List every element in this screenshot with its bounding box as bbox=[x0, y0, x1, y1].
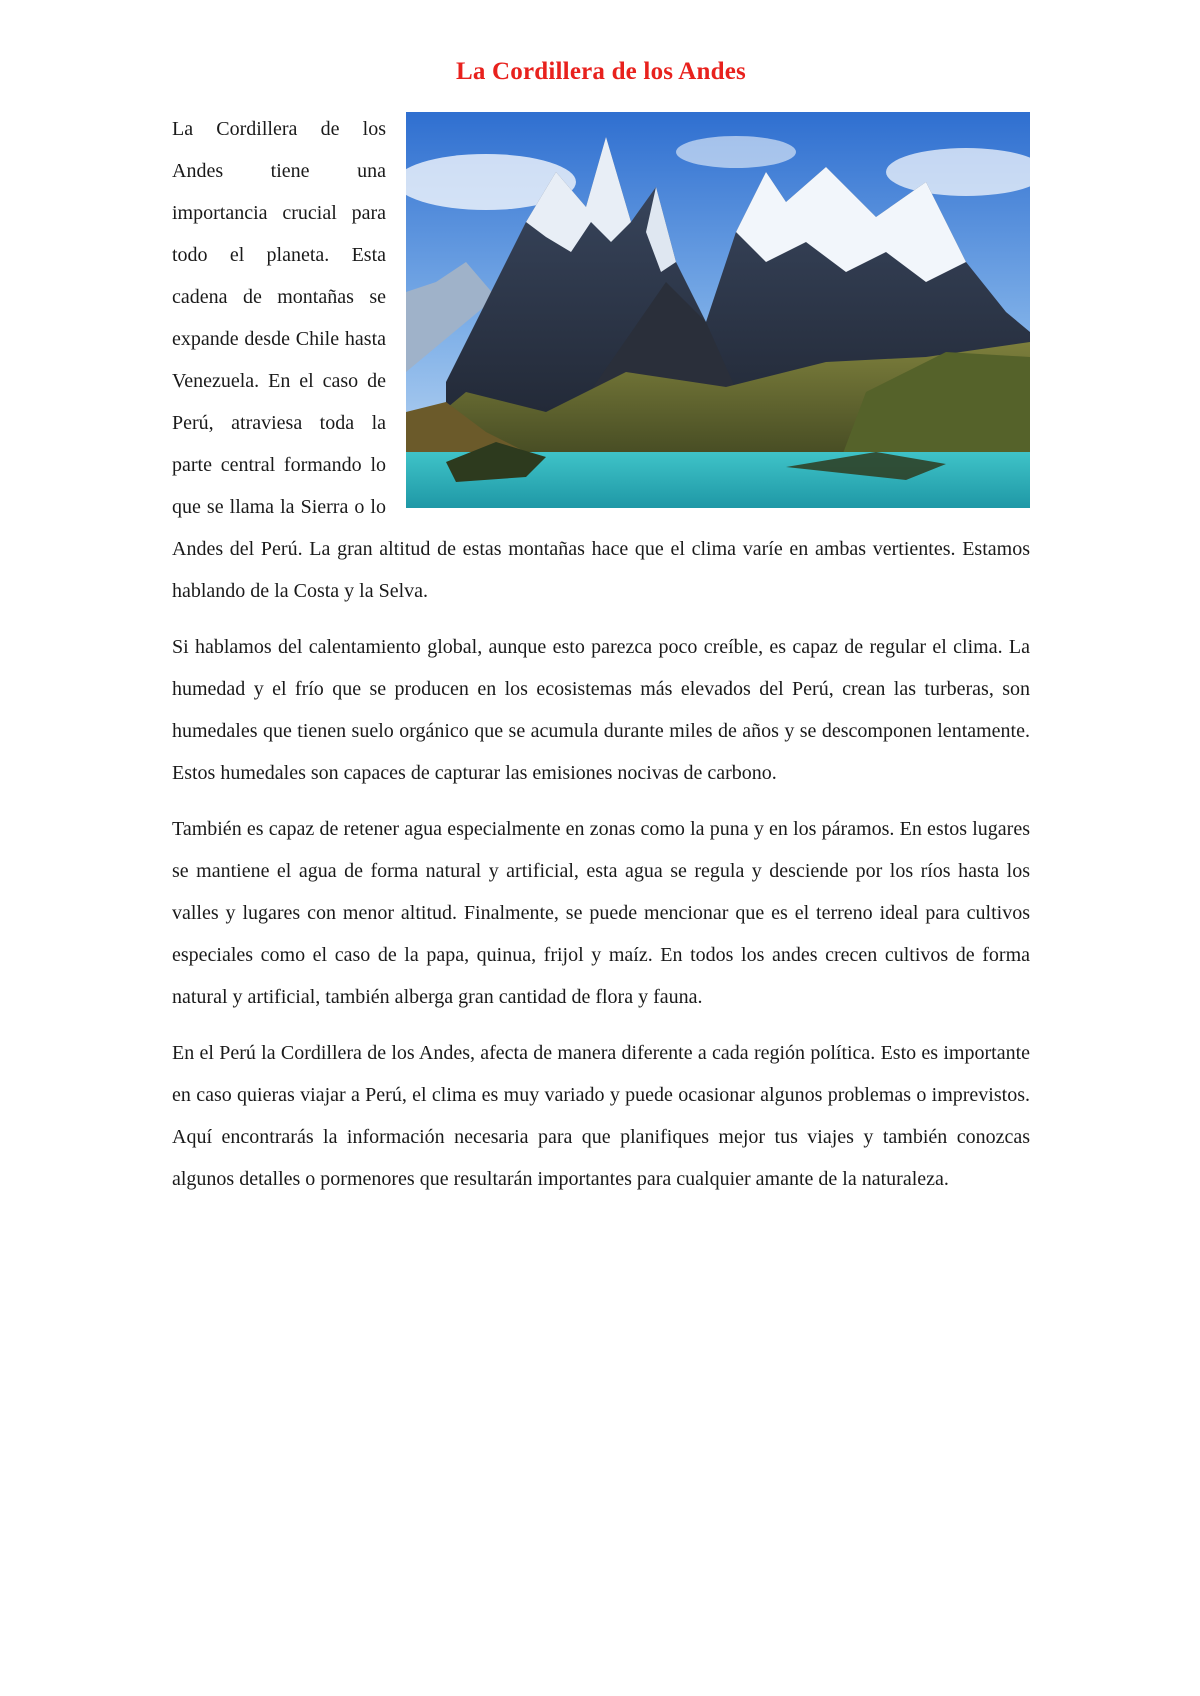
paragraph: La Cordillera de los Andes tiene una importancia crucial para todo el planeta. Esta cadena de montañas se expande desde Chile hasta Venezuela. En el caso de Perú, atraviesa toda la parte central formando lo que se llama la Sierra o lo Andes del Perú. La gran altitud de estas montañas hace que el clima varíe en ambas vertientes. Estamos hablando de la Costa y la Selva. bbox=[172, 118, 1030, 602]
paragraph: En el Perú la Cordillera de los Andes, afecta de manera diferente a cada región política. Esto es importante en caso quieras viajar a Perú, el clima es muy variado y puede ocasionar algunos problemas o imprevistos. Aquí encontrarás la información necesaria para que planifiques mejor tus viajes y también conozcas algunos detalles o pormenores que resultarán importantes para cualquier amante de la naturaleza. bbox=[172, 1042, 1030, 1190]
paragraph: Si hablamos del calentamiento global, aunque esto parezca poco creíble, es capaz de regular el clima. La humedad y el frío que se producen en los ecosistemas más elevados del Perú, crean las turberas, son humedales que tienen suelo orgánico que se acumula durante miles de años y se descomponen lentamente. Estos humedales son capaces de capturar las emisiones nocivas de carbono. bbox=[172, 636, 1030, 784]
mountain-photo bbox=[406, 112, 1030, 508]
document-body bbox=[172, 108, 1030, 1200]
document-title: La Cordillera de los Andes bbox=[456, 58, 746, 85]
paragraph: También es capaz de retener agua especialmente en zonas como la puna y en los páramos. En estos lugares se mantiene el agua de forma natural y artificial, esta agua se regula y desciende por los ríos hasta los valles y lugares con menor altitud. Finalmente, se puede mencionar que es el terreno ideal para cultivos especiales como el caso de la papa, quinua, frijol y maíz. En todos los andes crecen cultivos de forma natural y artificial, también alberga gran cantidad de flora y fauna. bbox=[172, 818, 1030, 1008]
